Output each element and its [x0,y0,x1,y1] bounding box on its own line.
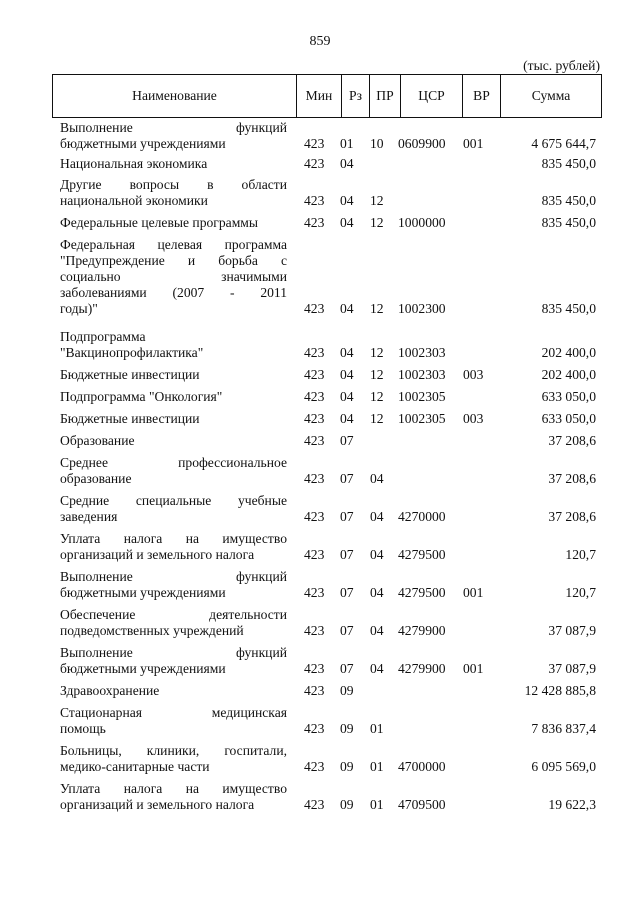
table-header [52,74,602,118]
header-rz: Рз [342,75,370,117]
row-name [60,781,287,813]
row-vr: 001 [463,585,484,600]
row-pr: 04 [370,623,384,638]
row-rz: 09 [340,721,354,736]
row-name-line: организаций и земельного налога [60,547,255,562]
row-name [60,569,287,601]
row-rz: 04 [340,367,354,382]
row-name-line: подведомственных учреждений [60,623,244,638]
row-name-line: Стационарная медицинская [60,705,287,720]
row-name-line: заведения [60,509,118,524]
row-pr: 12 [370,389,384,404]
row-rz: 09 [340,683,354,698]
row-name [60,531,287,563]
page-number: 859 [309,34,331,49]
row-min: 423 [304,759,325,774]
row-csr: 4279500 [398,585,446,600]
row-sum: 120,7 [565,585,596,600]
row-name-line: образование [60,471,132,486]
row-min: 423 [304,389,325,404]
row-name [60,177,287,209]
row-name-line: Федеральные целевые программы [60,215,259,230]
row-name-line: помощь [60,721,106,736]
row-rz: 01 [340,136,354,151]
row-sum: 835 450,0 [541,301,596,316]
row-pr: 12 [370,345,384,360]
row-rz: 04 [340,193,354,208]
row-min: 423 [304,509,325,524]
row-sum: 4 675 644,7 [531,136,596,151]
row-name-line: Образование [60,433,135,448]
row-csr: 1002300 [398,301,446,316]
table-row [0,237,640,329]
row-sum: 202 400,0 [541,345,596,360]
row-name [60,215,287,231]
header-name: Наименование [53,75,297,117]
row-name-line: Подпрограмма [60,329,146,344]
row-sum: 633 050,0 [541,389,596,404]
row-pr: 01 [370,721,384,736]
table-row [0,607,640,645]
row-name-line: Здравоохранение [60,683,160,698]
row-pr: 01 [370,797,384,812]
row-csr: 1002305 [398,411,446,426]
row-rz: 07 [340,585,354,600]
row-name-line: Выполнение функций [60,120,287,135]
row-rz: 09 [340,759,354,774]
row-sum: 37 208,6 [548,433,596,448]
row-min: 423 [304,193,325,208]
row-pr: 12 [370,215,384,230]
row-name-line: Бюджетные инвестиции [60,411,200,426]
row-min: 423 [304,471,325,486]
header-min: Мин [297,75,342,117]
row-name-line: национальной экономики [60,193,208,208]
row-name [60,645,287,677]
row-sum: 6 095 569,0 [531,759,596,774]
row-pr: 04 [370,509,384,524]
table-row [0,120,640,156]
row-pr: 12 [370,367,384,382]
row-name-line: Национальная экономика [60,156,208,171]
table-row [0,531,640,569]
row-sum: 633 050,0 [541,411,596,426]
row-min: 423 [304,585,325,600]
row-name-line: медико-санитарные части [60,759,210,774]
row-rz: 07 [340,509,354,524]
row-vr: 001 [463,136,484,151]
row-pr: 10 [370,136,384,151]
row-csr: 4279900 [398,661,446,676]
row-sum: 120,7 [565,547,596,562]
header-pr: ПР [370,75,401,117]
row-rz: 07 [340,547,354,562]
table-row [0,215,640,237]
row-rz: 04 [340,389,354,404]
row-name-line: Обеспечение деятельности [60,607,287,622]
row-sum: 37 208,6 [548,509,596,524]
table-row [0,569,640,607]
row-csr: 4709500 [398,797,446,812]
row-name-line: Подпрограмма "Онкология" [60,389,223,404]
table-row [0,156,640,177]
row-name-line: Больницы, клиники, госпитали, [60,743,287,758]
row-pr: 04 [370,661,384,676]
row-csr: 4279500 [398,547,446,562]
row-name [60,156,287,172]
row-name-line: "Вакцинопрофилактика" [60,345,204,360]
row-pr: 01 [370,759,384,774]
row-sum: 37 208,6 [548,471,596,486]
row-name-line: Средние специальные учебные [60,493,287,508]
row-name [60,683,287,699]
row-min: 423 [304,411,325,426]
row-rz: 04 [340,345,354,360]
row-pr: 04 [370,471,384,486]
row-name [60,705,287,737]
row-min: 423 [304,156,325,171]
row-name [60,237,287,317]
row-csr: 1002303 [398,367,446,382]
row-rz: 04 [340,156,354,171]
table-row [0,411,640,433]
row-pr: 04 [370,585,384,600]
row-csr: 1002303 [398,345,446,360]
row-rz: 04 [340,301,354,316]
row-name-line: Бюджетные инвестиции [60,367,200,382]
row-csr: 4700000 [398,759,446,774]
table-row [0,683,640,705]
row-name [60,389,287,405]
row-min: 423 [304,433,325,448]
row-name-line: Уплата налога на имущество [60,781,287,796]
table-row [0,493,640,531]
row-pr: 04 [370,547,384,562]
table-row [0,367,640,389]
row-name-line: Выполнение функций [60,645,287,660]
row-min: 423 [304,721,325,736]
row-min: 423 [304,623,325,638]
units-label: (тыс. рублей) [523,58,600,73]
row-name [60,367,287,383]
row-rz: 04 [340,411,354,426]
row-name [60,743,287,775]
row-name [60,607,287,639]
row-rz: 04 [340,215,354,230]
row-name [60,493,287,525]
table-row [0,329,640,367]
row-min: 423 [304,547,325,562]
table-row [0,433,640,455]
table-row [0,781,640,819]
row-pr: 12 [370,301,384,316]
row-name-line: Среднее профессиональное [60,455,287,470]
table-row [0,455,640,493]
row-sum: 835 450,0 [541,156,596,171]
row-sum: 37 087,9 [548,661,596,676]
row-rz: 07 [340,623,354,638]
row-name-line: Уплата налога на имущество [60,531,287,546]
row-name-line: социально значимыми [60,269,287,284]
row-pr: 12 [370,411,384,426]
row-name [60,433,287,449]
row-name [60,455,287,487]
row-name-line: бюджетными учреждениями [60,661,226,676]
row-csr: 1000000 [398,215,446,230]
row-name-line: бюджетными учреждениями [60,136,226,151]
row-min: 423 [304,367,325,382]
row-csr: 0609900 [398,136,446,151]
row-rz: 07 [340,433,354,448]
row-sum: 7 836 837,4 [531,721,596,736]
header-sum: Сумма [531,88,571,103]
row-min: 423 [304,683,325,698]
row-name-line: годы)" [60,301,98,316]
row-min: 423 [304,661,325,676]
row-vr: 003 [463,411,484,426]
header-csr: ЦСР [401,75,463,117]
table-row [0,177,640,215]
row-rz: 07 [340,471,354,486]
row-min: 423 [304,215,325,230]
row-min: 423 [304,345,325,360]
row-name-line: организаций и земельного налога [60,797,255,812]
row-name [60,411,287,427]
row-pr: 12 [370,193,384,208]
row-csr: 4279900 [398,623,446,638]
row-name-line: Выполнение функций [60,569,287,584]
row-min: 423 [304,136,325,151]
row-min: 423 [304,301,325,316]
row-sum: 12 428 885,8 [524,683,596,698]
row-vr: 001 [463,661,484,676]
row-csr: 1002305 [398,389,446,404]
table-row [0,743,640,781]
row-name-line: Другие вопросы в области [60,177,287,192]
row-min: 423 [304,797,325,812]
row-rz: 07 [340,661,354,676]
row-name-line: Федеральная целевая программа [60,237,287,252]
row-rz: 09 [340,797,354,812]
row-name [60,329,287,361]
row-name-line: заболеваниями (2007 - 2011 [60,285,287,300]
row-sum: 37 087,9 [548,623,596,638]
table-row [0,705,640,743]
row-vr: 003 [463,367,484,382]
row-sum: 835 450,0 [541,193,596,208]
header-vr: ВР [463,75,501,117]
row-csr: 4270000 [398,509,446,524]
row-name [60,120,287,152]
row-sum: 19 622,3 [548,797,596,812]
row-name-line: бюджетными учреждениями [60,585,226,600]
table-row [0,645,640,683]
table-row [0,389,640,411]
row-name-line: "Предупреждение и борьба с [60,253,287,268]
row-sum: 202 400,0 [541,367,596,382]
row-sum: 835 450,0 [541,215,596,230]
